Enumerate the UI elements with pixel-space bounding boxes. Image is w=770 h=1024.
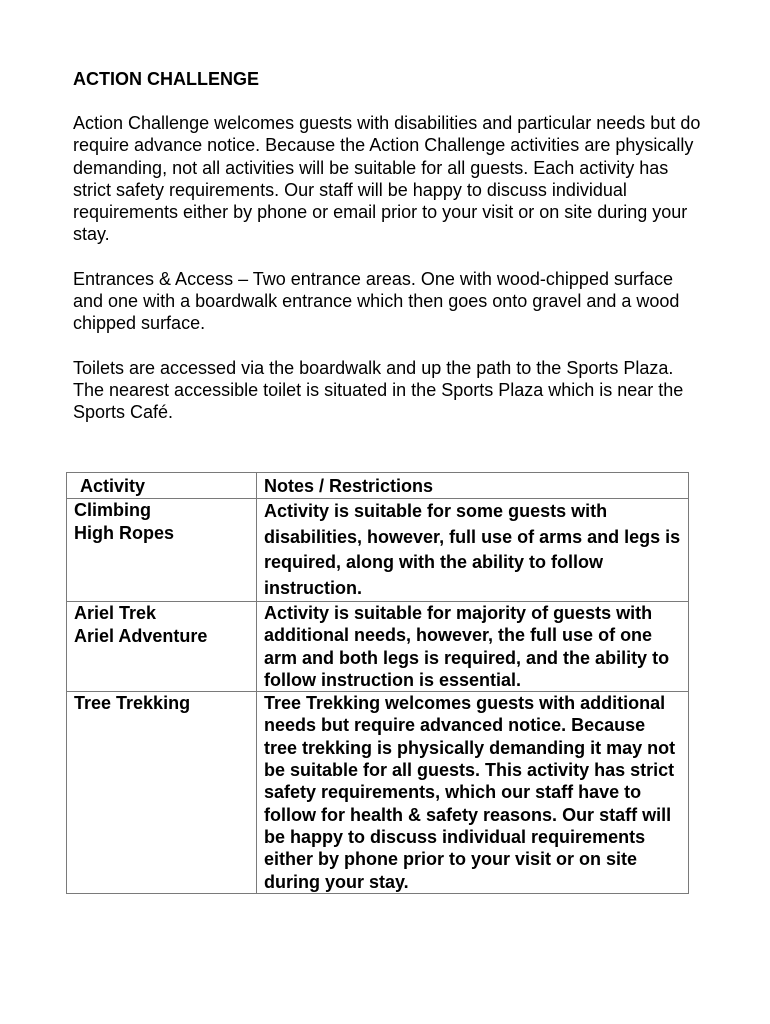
table-row bbox=[67, 692, 689, 894]
activity-name: Tree Trekking bbox=[74, 693, 191, 714]
intro-paragraph: Action Challenge welcomes guests with disabilities and particular needs but do require advance notice. Because the Action Challenge activities are physically demanding, not all activities will be suitable for all guests. Each activity has strict safety requirements. Our staff will be happy to discuss individual requirements either by phone or email prior to your visit or on site during your stay. bbox=[73, 113, 701, 245]
header-activity: Activity bbox=[67, 473, 257, 499]
activity-name: Ariel Trek bbox=[74, 603, 157, 623]
table-row bbox=[67, 602, 689, 692]
activity-name: Ariel Adventure bbox=[74, 626, 208, 646]
toilets-paragraph: Toilets are accessed via the boardwalk and up the path to the Sports Plaza. The nearest accessible toilet is situated in the Sports Plaza which is near the Sports Café. bbox=[73, 357, 684, 423]
notes-cell: Tree Trekking welcomes guests with additional needs but require advanced notice. Because tree trekking is physically demanding it may not be suitable for all guests. This activity has strict safety requirements, which our staff have to follow for health & safety reasons. Our staff will be happy to discuss individual requirements either by phone prior to your visit or on site during your stay. bbox=[257, 692, 689, 894]
activity-cell bbox=[67, 602, 257, 692]
activity-cell bbox=[67, 692, 257, 894]
notes-cell: Activity is suitable for some guests with disabilities, however, full use of arms and legs is required, along with the ability to follow instruction. bbox=[257, 499, 689, 602]
activity-cell bbox=[67, 499, 257, 602]
table-header-row bbox=[67, 473, 689, 499]
notes-cell: Activity is suitable for majority of guests with additional needs, however, the full use of one arm and both legs is required, and the ability to follow instruction is essential. bbox=[257, 602, 689, 692]
page-title: ACTION CHALLENGE bbox=[73, 69, 259, 89]
activities-table bbox=[66, 472, 689, 894]
activity-name: Climbing bbox=[74, 500, 151, 520]
activity-name: High Ropes bbox=[74, 523, 175, 543]
table-row bbox=[67, 499, 689, 602]
entrances-paragraph: Entrances & Access – Two entrance areas. One with wood-chipped surface and one with a boardwalk entrance which then goes onto gravel and a wood chipped surface. bbox=[73, 268, 680, 334]
document-page bbox=[73, 68, 703, 446]
header-notes: Notes / Restrictions bbox=[257, 473, 689, 499]
